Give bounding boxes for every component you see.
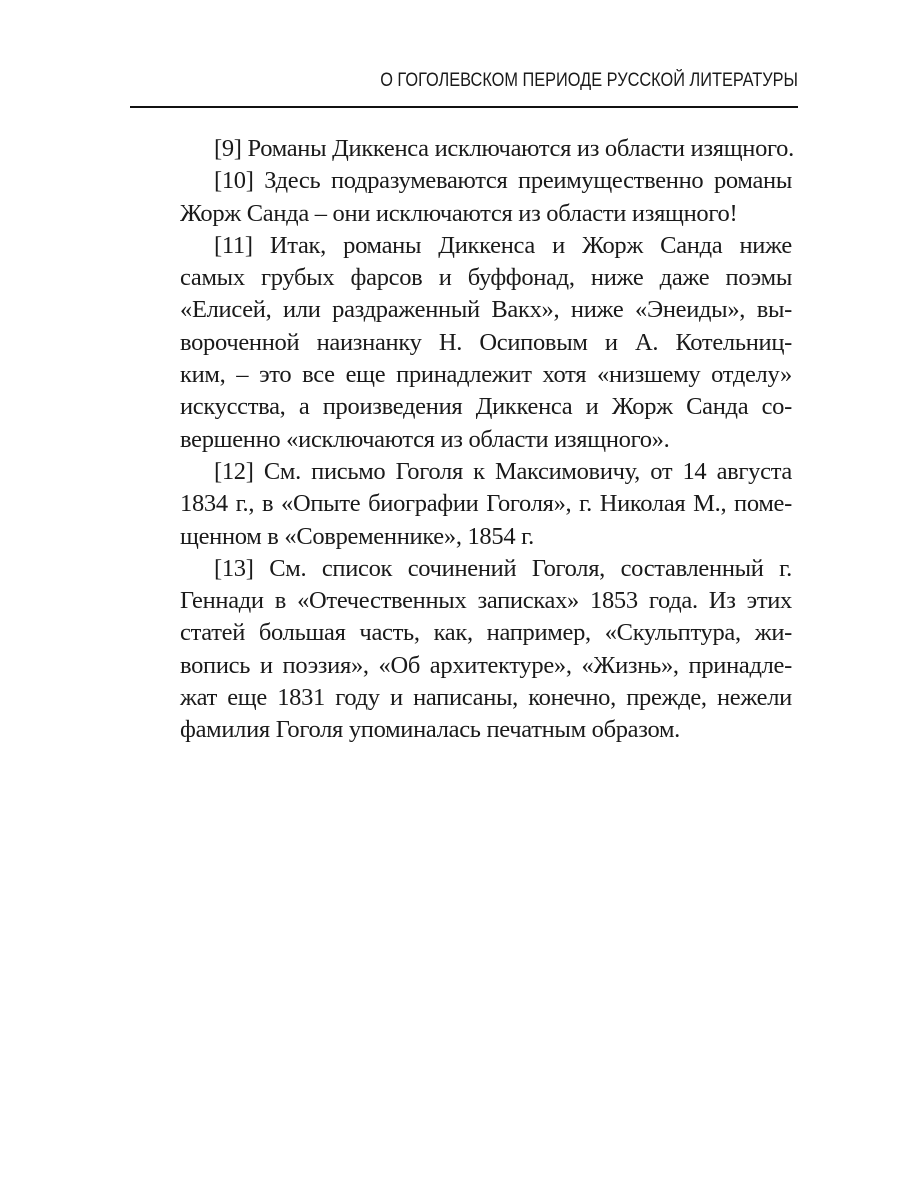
note-line: фамилия Гоголя упоминалась печатным образом. <box>180 716 681 744</box>
note-13 <box>146 553 792 747</box>
note-9 <box>146 133 792 165</box>
note-11 <box>146 230 792 456</box>
notes-body <box>146 133 792 747</box>
note-line: жат еще 1831 году и написаны, конечно, прежде, нежели <box>180 684 792 712</box>
note-line: [11] Итак, романы Диккенса и Жорж Санда ниже <box>214 231 792 259</box>
note-line: вопись и поэзия», «Об архитектуре», «Жизнь», принадле- <box>180 651 792 679</box>
note-line: [13] См. список сочинений Гоголя, составленный г. <box>214 554 792 582</box>
note-line: самых грубых фарсов и буффонад, ниже даже поэмы <box>180 264 792 292</box>
note-10 <box>146 165 792 230</box>
note-line: Геннади в «Отечественных записках» 1853 года. Из этих <box>180 587 792 615</box>
note-line: «Елисей, или раздраженный Вакх», ниже «Энеиды», вы- <box>180 296 792 324</box>
note-line: [10] Здесь подразумеваются преимущественно романы <box>214 167 792 195</box>
running-head-title: О ГОГОЛЕВСКОМ ПЕРИОДЕ РУССКОЙ ЛИТЕРАТУРЫ <box>380 70 798 91</box>
header-rule <box>130 106 798 108</box>
note-line: статей большая часть, как, например, «Скульптура, жи- <box>180 619 792 647</box>
note-line: [12] См. письмо Гоголя к Максимовичу, от 14 августа <box>214 457 792 485</box>
note-line: 1834 г., в «Опыте биографии Гоголя», г. Николая М., поме- <box>180 490 792 518</box>
note-line: вершенно «исключаются из области изящного». <box>180 425 670 453</box>
note-line: щенном в «Современнике», 1854 г. <box>180 522 534 550</box>
note-12 <box>146 456 792 553</box>
note-line: искусства, а произведения Диккенса и Жорж Санда со- <box>180 393 792 421</box>
note-line: вороченной наизнанку Н. Осиповым и А. Котельниц- <box>180 328 792 356</box>
note-line: [9] Романы Диккенса исключаются из области изящного. <box>214 135 794 162</box>
note-line: ким, – это все еще принадлежит хотя «низшему отделу» <box>180 361 792 389</box>
note-line: Жорж Санда – они исключаются из области изящного! <box>180 199 738 227</box>
